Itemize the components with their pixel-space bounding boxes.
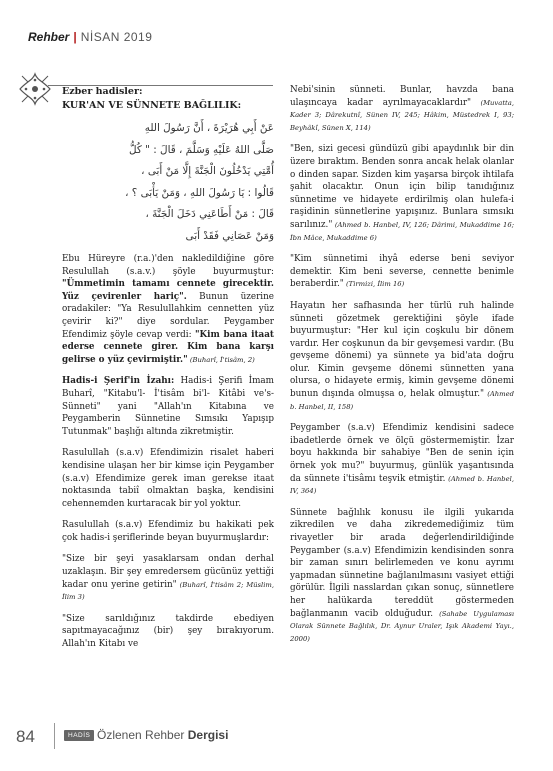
arabic-line: صَلَّى اللهُ عَلَيْهِ وَسَلَّمَ ، قَالَ : " كُلُّ xyxy=(129,143,274,156)
magazine-brand: Rehber xyxy=(28,30,70,44)
text: Sünnete bağlılık konusu ile ilgili yukarıda zikredilen ve daha zikredemediğimiz tüm rivayetler bir arada değerlendirildiğinde Peygamber (s.a.v) Efendimizin kendisinden sonra bir zaman sınırı belirlemeden ve konu ayrımı yapmadan sünnetine bağlanılmasını vasiyet ettiği görülür. İlgili nasslardan çıkan sonuç, sünnetlere her halükarda tereddüt göstermeden bağlanmanın vacib olduğudur. xyxy=(290,507,514,619)
bold-text: "Ümmetimin tamamı cennete girecektir. Yüz çevirenler hariç". xyxy=(62,279,274,302)
paragraph: Rasulullah (s.a.v) Efendimiz bu hakikati pek çok hadis-i şeriflerinde beyan buyurmuşlardır: xyxy=(62,520,274,543)
footer-divider xyxy=(54,723,55,749)
page-footer xyxy=(12,727,542,747)
paragraph: Rasulullah (s.a.v) Efendimizin risalet haberi kendisine ulaşan her bir kimse için Peygamber (s.a.v) Efendimize gerek iman gerekse itaat noktasında tabiî olmaktan başka, kendisini cehennemden kurtaracak bir yol yoktur. xyxy=(62,448,274,509)
right-column xyxy=(290,84,514,654)
issue-date: NİSAN 2019 xyxy=(80,30,153,44)
paragraph xyxy=(62,253,274,366)
paragraph xyxy=(290,143,514,244)
citation: (Ahmed b. Hanbel, IV, 364) xyxy=(290,474,514,496)
text: "Size bir şeyi yasaklarsam ondan derhal uzaklaşın. Bir şey emredersem gücünüz yettiği kadar onu yerine getirin" xyxy=(62,554,274,590)
page-number: 84 xyxy=(16,727,35,746)
text: Özlenen Rehber xyxy=(97,728,188,742)
arabic-line: قَالُوا : يَا رَسُولَ اللهِ ، وَمَنْ يَأْبَى ؟ ، xyxy=(125,186,274,199)
bold-text: Dergisi xyxy=(187,728,229,742)
left-column xyxy=(62,84,274,660)
arabic-line: قَالَ : مَنْ أَطَاعَنِي دَخَلَ الْجَنَّةَ ، xyxy=(145,208,274,220)
page-header xyxy=(28,30,152,44)
section-title-2: KUR'AN VE SÜNNETE BAĞLILIK: xyxy=(62,100,242,111)
citation: (Buharî, İ'tisâm, 2) xyxy=(187,355,255,364)
text: Bunun üzerine oradakiler: "Ya Resulullahkim cennetten yüz çevirir ki?" diye sordular. Peygamber Efendimiz şöyle cevap verdi: xyxy=(62,291,274,340)
ornament-icon xyxy=(18,72,52,106)
text: Ebu Hüreyre (r.a.)'den nakledildiğine göre Resulullah (s.a.v.) şöyle buyurmuştur: xyxy=(62,254,274,277)
text: Hadis-i Şerifi İmam Buharî, "Kitabu'l- İ'tisâm bi'l- Kitâbi ve's-Sünneti" yani "Allah'ın Kitabına ve Peygamberin Sünnetine Sımsıkı Yapışıp Tutunmak" başlığı altında zikretmiştir. xyxy=(62,376,274,437)
section-title-1: Ezber hadisler: xyxy=(62,86,143,97)
arabic-line: وَمَنْ عَصَانِي فَقَدْ أَبَى xyxy=(185,229,274,242)
citation: (Muvatta, Kader 3; Dârekutnî, Sünen IV, 245; Hâkim, Müstedrek I, 93; Beyhâkî, Sünen X, 114) xyxy=(290,98,514,132)
arabic-line: أُمَّتِي يَدْخُلُونَ الْجَنَّةَ إِلَّا مَنْ أَبَى ، xyxy=(141,165,274,177)
paragraph xyxy=(62,375,274,438)
citation: (Ahmed b. Hanbel, IV, 126; Dârimi, Mukaddime 16; İbn Mâce, Mukaddime 6) xyxy=(290,220,514,242)
citation: (Ahmed b. Hanbel, II, 158) xyxy=(290,390,514,411)
paragraph xyxy=(290,507,514,646)
arabic-hadith-text xyxy=(62,118,274,247)
text: Hayatın her safhasında her türlü ruh halinde sünneti gözetmek gerektiğini şöyle ifade buyurmuştur: "Her kul için coşkulu bir dönem vardır. Her coşkunun da bir gevşemesi vardır. (Bu gevşeme dönemi) ya sünnete ya bid'ata doğru olur. Kimin gevşeme dönemi sünnetten yana olursa, o hidayete ermiş, kimin gevşeme dönemi bunun dışında olmuşsa o, helak olmuştur." xyxy=(290,300,514,400)
paragraph: "Size sarıldığınız takdirde ebediyen sapıtmayacağınız (bir) şey bırakıyorum. Allah'ın Kitabı ve xyxy=(62,613,274,650)
text: "Kim sünnetimi ihyâ ederse beni seviyor demektir. Kim beni severse, cennette benimle beraberdir." xyxy=(290,254,514,290)
text: Nebi'sinin sünneti. Bunlar, havzda bana ulaşıncaya kadar ayrılmayacaklardır" xyxy=(290,85,514,108)
text: "Ben, sizi gecesi gündüzü gibi apaydınlık bir din üzere bıraktım. Benden sonra ancak helak olanlar o dinden sapar. Sizden kim yaşarsa birçok ihtilafa şahit olacaktır. Onun için bilip tanıdığınız sünnetime ve hidayete erdirilmiş olan hulefa-i raşidinin sünnetlerine yapışınız. Bunlara sımsıkı sarılınız." xyxy=(290,144,514,230)
text: Peygamber (s.a.v) Efendimiz kendisini sadece ibadetlerde örnek ve ölçü göstermemiştir. İzar boyu hakkında bir sahabiye "Ben de senin için örnek yok mu?" buyurmuş, günlük yaşantısında da sünnete i'tisâmı teşvik etmiştir. xyxy=(290,423,514,484)
bold-text: "Kim bana itaat ederse cennete girer. Kim bana karşı gelirse o yüz çevirmiştir." xyxy=(62,329,274,365)
header-separator: | xyxy=(73,30,77,44)
bold-text: Hadis-i Şerif'in İzahı: xyxy=(62,376,175,387)
paragraph xyxy=(290,84,514,134)
citation: (Sahabe Uygulaması Olarak Sünnete Bağlılık, Dr. Aynur Uraler, Işık Akademi Yayı., 2000) xyxy=(290,609,514,643)
paragraph xyxy=(62,553,274,603)
citation: (Buharî, İ'tisâm 2; Müslim, İlim 3) xyxy=(62,580,274,602)
paragraph xyxy=(290,253,514,291)
paragraph xyxy=(290,422,514,498)
paragraph xyxy=(290,300,514,413)
arabic-line: عَنْ أَبِي هُرَيْرَةَ ، أَنَّ رَسُولَ اللهِ xyxy=(144,122,274,134)
magazine-name xyxy=(97,728,228,742)
citation: (Tirmizi, İlim 16) xyxy=(343,280,405,289)
section-tag: HADİS xyxy=(64,730,94,741)
